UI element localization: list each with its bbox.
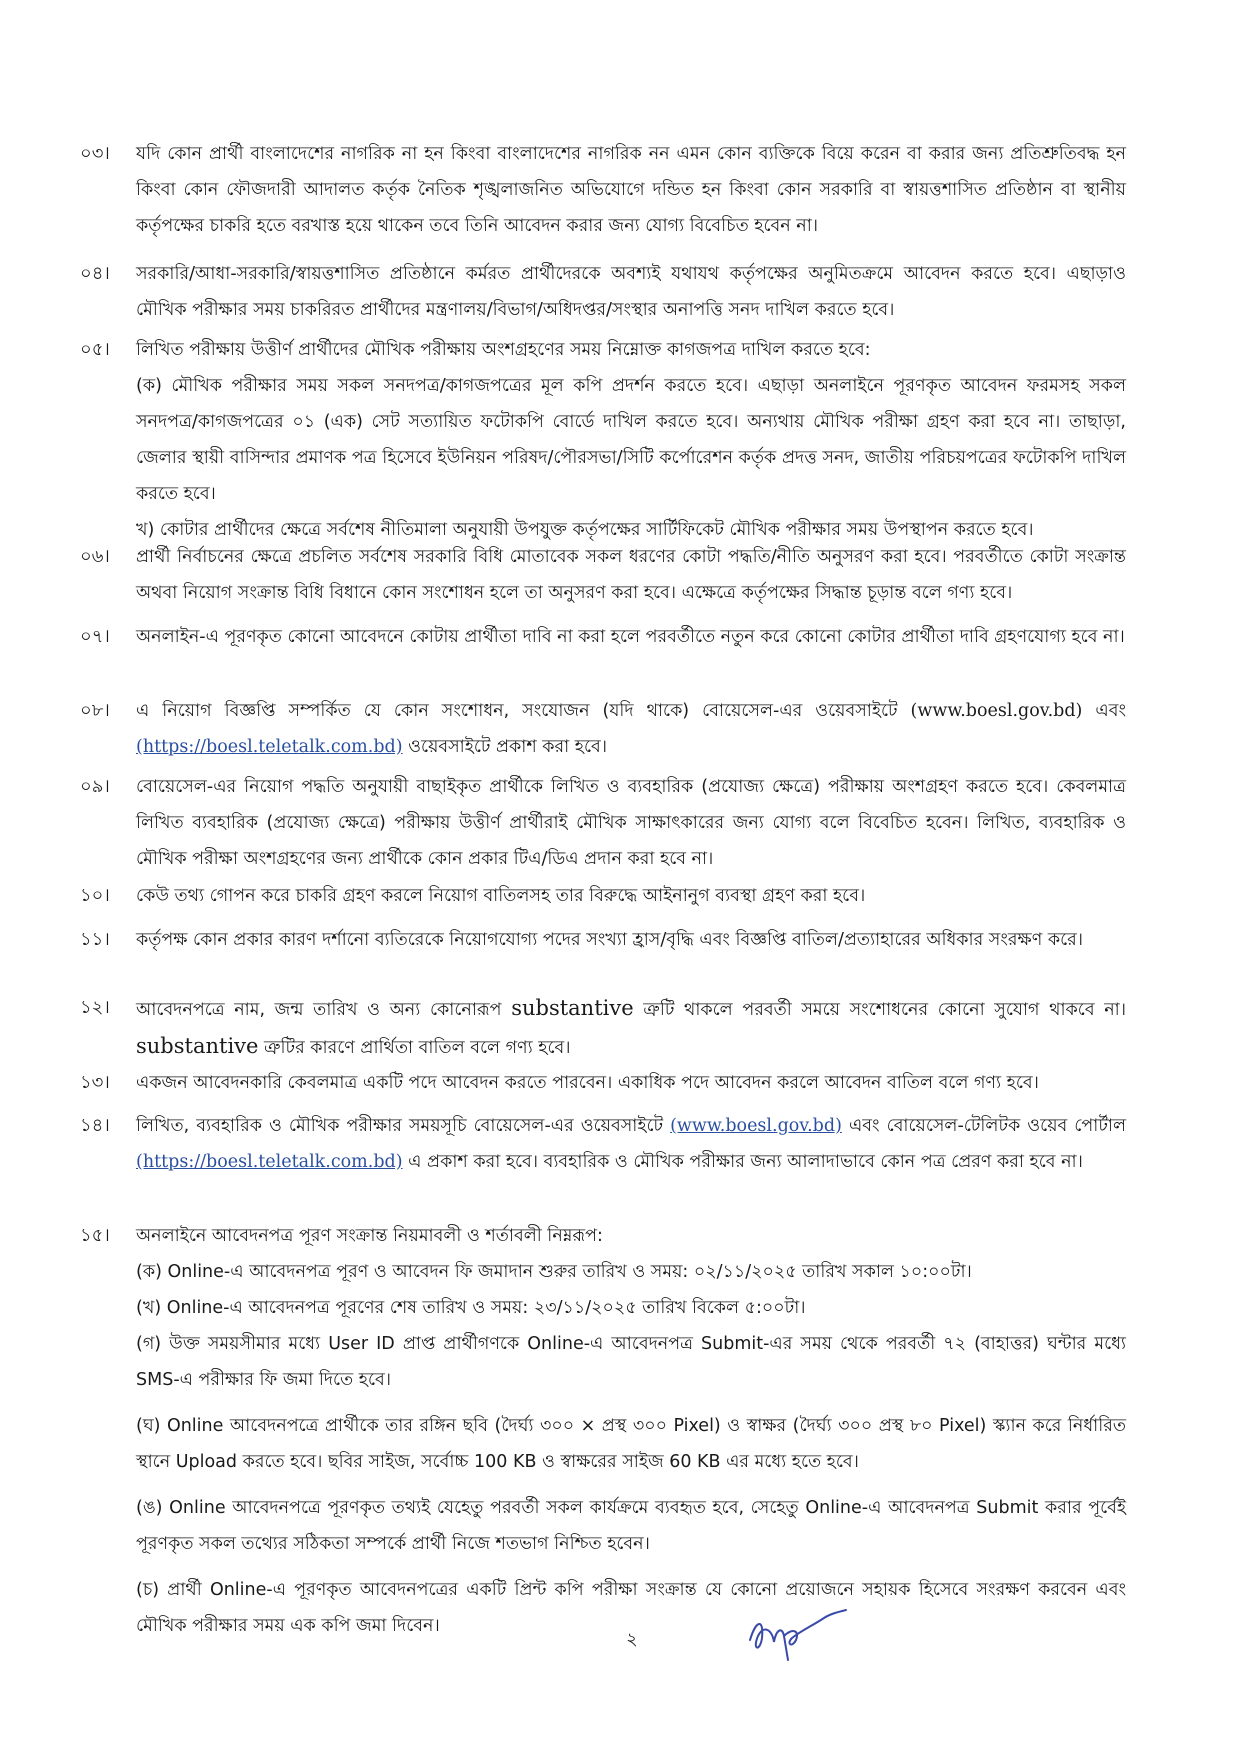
- clause-text: অনলাইনে আবেদনপত্র পূরণ সংক্রান্ত নিয়মাবলী ও শর্তাবলী নিম্নরূপ:: [136, 1226, 603, 1246]
- clause-text: ওয়েবসাইটে প্রকাশ করা হবে।: [408, 737, 608, 757]
- clause-number: ০৯।: [80, 776, 110, 797]
- clause-12: [80, 990, 1126, 1066]
- clause-15: [80, 1218, 1126, 1644]
- sub-clause-gha: (ঘ) Online আবেদনপত্রে প্রার্থীকে তার রঙ্গিন ছবি (দৈর্ঘ্য ৩০০ × প্রস্থ ৩০০ Pixel) ও স্বাক্ষর (দৈর্ঘ্য ৩০০ প্রস্থ ৮০ Pixel) স্ক্যান করে নির্ধারিত স্থানে Upload করতে হবে। ছবির সাইজ, সর্বোচ্চ 100 KB ও স্বাক্ষরের সাইজ 60 KB এর মধ্যে হতে হবে।: [136, 1416, 1126, 1472]
- teletalk-link[interactable]: (https://boesl.teletalk.com.bd): [136, 737, 403, 757]
- clause-text: কেউ তথ্য গোপন করে চাকরি গ্রহণ করলে নিয়োগ বাতিলসহ তার বিরুদ্ধে আইনানুগ ব্যবস্থা গ্রহণ করা হবে।: [136, 886, 866, 906]
- clause-text: ত্রুটি থাকলে পরবর্তী সময়ে সংশোধনের কোনো সুযোগ থাকবে না।: [643, 1000, 1126, 1020]
- clause-text: এবং: [1095, 701, 1126, 721]
- clause-number: ১৫।: [80, 1225, 110, 1246]
- clause-text: লিখিত পরীক্ষায় উত্তীর্ণ প্রার্থীদের মৌখিক পরীক্ষায় অংশগ্রহণের সময় নিম্নোক্ত কাগজপত্র দাখিল করতে হবে:: [136, 340, 871, 360]
- clause-06: [80, 539, 1126, 611]
- clause-text: সরকারি/আধা-সরকারি/স্বায়ত্তশাসিত প্রতিষ্ঠানে কর্মরত প্রার্থীদেরকে অবশ্যই যথাযথ কর্তৃপক্ষের অনুমিতক্রমে আবেদন করতে হবে। এছাড়াও মৌখিক পরীক্ষার সময় চাকরিরত প্রার্থীদের মন্ত্রণালয়/বিভাগ/অধিদপ্তর/সংস্থার অনাপত্তি সনদ দাখিল করতে হবে।: [136, 264, 1126, 320]
- clause-07: [80, 619, 1126, 655]
- sub-clause-kha: (খ) Online-এ আবেদনপত্র পূরণের শেষ তারিখ ও সময়: ২৩/১১/২০২৫ তারিখ বিকেল ৫:০০টা।: [136, 1298, 806, 1318]
- clause-10: [80, 878, 1126, 914]
- clause-13: [80, 1065, 1126, 1101]
- clause-number: ০৭।: [80, 626, 110, 647]
- sub-clause-ga: (গ) উক্ত সময়সীমার মধ্যে User ID প্রাপ্ত প্রার্থীগণকে Online-এ আবেদনপত্র Submit-এর সময় থেকে পরবর্তী ৭২ (বাহাত্তর) ঘন্টার মধ্যে SMS-এ পরীক্ষার ফি জমা দিতে হবে।: [136, 1334, 1126, 1390]
- clause-text: যদি কোন প্রার্থী বাংলাদেশের নাগরিক না হন কিংবা বাংলাদেশের নাগরিক নন এমন কোন ব্যক্তিকে বিয়ে করেন বা করার জন্য প্রতিশ্রুতিবদ্ধ হন কিংবা কোন ফৌজদারী আদালত কর্তৃক নৈতিক শৃঙ্খলাজনিত অভিযোগে দন্ডিত হন কিংবা কোন সরকারি বা স্বায়ত্তশাসিত প্রতিষ্ঠান বা স্থানীয় কর্তৃপক্ষের চাকরি হতে বরখাস্ত হয়ে থাকেন তবে তিনি আবেদন করার জন্য যোগ্য বিবেচিত হবেন না।: [136, 144, 1126, 236]
- clause-text: অনলাইন-এ পূরণকৃত কোনো আবেদনে কোটায় প্রার্থীতা দাবি না করা হলে পরবর্তীতে নতুন করে কোনো কোটার প্রার্থীতা দাবি গ্রহণযোগ্য হবে না।: [136, 627, 1125, 647]
- clause-text: লিখিত, ব্যবহারিক ও মৌখিক পরীক্ষার সময়সূচি বোয়েসেল-এর ওয়েবসাইটে: [136, 1116, 664, 1136]
- clause-number: ০৫।: [80, 339, 110, 360]
- substantive-term: substantive: [511, 996, 634, 1020]
- clause-04: [80, 256, 1126, 328]
- clause-text: প্রার্থী নির্বাচনের ক্ষেত্রে প্রচলিত সর্বশেষ সরকারি বিধি মোতাবেক সকল ধরণের কোটা পদ্ধতি/নীতি অনুসরণ করা হবে। পরবর্তীতে কোটা সংক্রান্ত অথবা নিয়োগ সংক্রান্ত বিধি বিধানে কোন সংশোধন হলে তা অনুসরণ করা হবে। এক্ষেত্রে কর্তৃপক্ষের সিদ্ধান্ত চূড়ান্ত বলে গণ্য হবে।: [136, 547, 1126, 603]
- sub-clause-uma: (ঙ) Online আবেদনপত্রে পূরণকৃত তথ্যই যেহেতু পরবর্তী সকল কার্যক্রমে ব্যবহৃত হবে, সেহেতু Online-এ আবেদনপত্র Submit করার পূর্বেই পূরণকৃত সকল তথ্যের সঠিকতা সম্পর্কে প্রার্থী নিজে শতভাগ নিশ্চিত হবেন।: [136, 1498, 1126, 1554]
- page-number: ২: [626, 1629, 638, 1650]
- clause-text: এ প্রকাশ করা হবে। ব্যবহারিক ও মৌখিক পরীক্ষার জন্য আলাদাভাবে কোন পত্র প্রেরণ করা হবে না।: [408, 1152, 1083, 1172]
- clause-number: ০৪।: [80, 263, 110, 284]
- sub-clause-cha: (চ) প্রার্থী Online-এ পূরণকৃত আবেদনপত্রের একটি প্রিন্ট কপি পরীক্ষা সংক্রান্ত যে কোনো প্রয়োজনে সহায়ক হিসেবে সংরক্ষণ করবেন এবং মৌখিক পরীক্ষার সময় এক কপি জমা দিবেন।: [136, 1580, 1126, 1636]
- clause-text: এ নিয়োগ বিজ্ঞপ্তি সম্পর্কিত যে কোন সংশোধন, সংযোজন (যদি থাকে) বোয়েসেল-এর ওয়েবসাইটে: [136, 701, 898, 721]
- clause-number: ১২।: [80, 997, 110, 1018]
- substantive-term: substantive: [136, 1034, 259, 1058]
- clause-05: [80, 332, 1126, 548]
- clause-text: বোয়েসেল-এর নিয়োগ পদ্ধতি অনুযায়ী বাছাইকৃত প্রার্থীকে লিখিত ও ব্যবহারিক (প্রযোজ্য ক্ষেত্রে) পরীক্ষায় অংশগ্রহণ করতে হবে। কেবলমাত্র লিখিত ব্যবহারিক (প্রযোজ্য ক্ষেত্রে) পরীক্ষায় উত্তীর্ণ প্রার্থীরাই মৌখিক সাক্ষাৎকারের জন্য যোগ্য বলে বিবেচিত হবেন। লিখিত, ব্যবহারিক ও মৌখিক পরীক্ষা অংশগ্রহণের জন্য প্রার্থীকে কোন প্রকার টিএ/ডিএ প্রদান করা হবে না।: [136, 777, 1126, 869]
- clause-text: কর্তৃপক্ষ কোন প্রকার কারণ দর্শানো ব্যতিরেকে নিয়োগযোগ্য পদের সংখ্যা হ্রাস/বৃদ্ধি এবং বিজ্ঞপ্তি বাতিল/প্রত্যাহারের অধিকার সংরক্ষণ করে।: [136, 930, 1083, 950]
- clause-number: ১১।: [80, 929, 110, 950]
- clause-14: [80, 1108, 1126, 1180]
- sub-clause-ka: (ক) মৌখিক পরীক্ষার সময় সকল সনদপত্র/কাগজপত্রের মূল কপি প্রদর্শন করতে হবে। এছাড়া অনলাইনে পূরণকৃত আবেদন ফরমসহ সকল সনদপত্র/কাগজপত্রের ০১ (এক) সেট সত্যায়িত ফটোকপি বোর্ডে দাখিল করতে হবে। অন্যথায় মৌখিক পরীক্ষা গ্রহণ করা হবে না। তাছাড়া, জেলার স্থায়ী বাসিন্দার প্রমাণক পত্র হিসেবে ইউনিয়ন পরিষদ/পৌরসভা/সিটি কর্পোরেশন কর্তৃক প্রদত্ত সনদ, জাতীয় পরিচয়পত্রের ফটোকপি দাখিল করতে হবে।: [136, 376, 1126, 504]
- clause-09: [80, 769, 1126, 877]
- signature-image: [742, 1600, 852, 1670]
- clause-number: ১৪।: [80, 1115, 110, 1136]
- clause-text: ত্রুটির কারণে প্রার্থিতা বাতিল বলে গণ্য হবে।: [264, 1038, 571, 1058]
- clause-text: আবেদনপত্রে নাম, জন্ম তারিখ ও অন্য কোনোরূপ: [136, 1000, 502, 1020]
- clause-11: [80, 922, 1126, 958]
- sub-clause-kha: খ) কোটার প্রার্থীদের ক্ষেত্রে সর্বশেষ নীতিমালা অনুযায়ী উপযুক্ত কর্তৃপক্ষের সার্টিফিকেট মৌখিক পরীক্ষার সময় উপস্থাপন করতে হবে।: [136, 520, 1034, 540]
- clause-number: ১০।: [80, 885, 110, 906]
- clause-number: ০৬।: [80, 546, 110, 567]
- teletalk-link[interactable]: (https://boesl.teletalk.com.bd): [136, 1152, 403, 1172]
- clause-03: [80, 136, 1126, 244]
- clause-08: [80, 693, 1126, 765]
- website-link[interactable]: (www.boesl.gov.bd): [670, 1116, 842, 1136]
- clause-number: ০৩।: [80, 143, 110, 164]
- sub-clause-ka: (ক) Online-এ আবেদনপত্র পূরণ ও আবেদন ফি জমাদান শুরুর তারিখ ও সময়: ০২/১১/২০২৫ তারিখ সকাল ১০:০০টা।: [136, 1262, 972, 1282]
- clause-number: ০৮।: [80, 700, 110, 721]
- clause-number: ১৩।: [80, 1072, 110, 1093]
- website-link[interactable]: (www.boesl.gov.bd): [910, 701, 1083, 721]
- clause-text: একজন আবেদনকারি কেবলমাত্র একটি পদে আবেদন করতে পারবেন। একাধিক পদে আবেদন করলে আবেদন বাতিল বলে গণ্য হবে।: [136, 1073, 1039, 1093]
- clause-text: এবং বোয়েসেল-টেলিটক ওয়েব পোর্টাল: [848, 1116, 1126, 1136]
